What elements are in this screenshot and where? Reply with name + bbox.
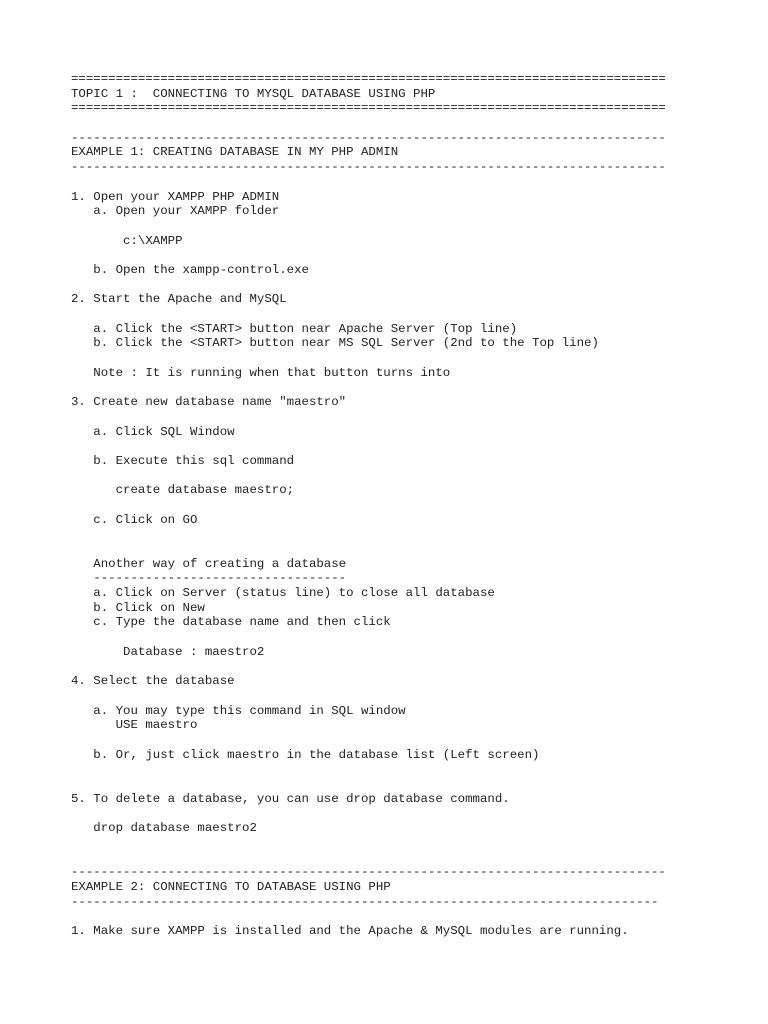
blank-line — [71, 469, 761, 484]
blank-line — [71, 219, 761, 234]
text-line: drop database maestro2 — [71, 821, 257, 836]
blank-line — [71, 630, 761, 645]
sub-step-item: a. Click on Server (status line) to close all database — [71, 586, 495, 601]
blank-line — [71, 542, 761, 557]
text-line: Note : It is running when that button turns into — [71, 365, 451, 380]
step-item: 5. To delete a database, you can use drop database command. — [71, 791, 510, 806]
blank-line — [71, 116, 761, 131]
step-item: 2. Start the Apache and MySQL — [71, 292, 287, 307]
blank-line — [71, 307, 761, 322]
text-line: c:\XAMPP — [71, 233, 183, 248]
blank-line — [71, 689, 761, 704]
rule-divider: -------------------------------------------------------------------------------- — [71, 130, 666, 145]
sub-step-item: b. Click the <START> button near MS SQL Server (2nd to the Top line) — [71, 336, 599, 351]
document-body — [71, 72, 761, 939]
sub-step-item: c. Click on GO — [71, 512, 198, 527]
rule-divider: -------------------------------------------------------------------------------- — [71, 160, 666, 175]
blank-line — [71, 175, 761, 190]
example-heading: EXAMPLE 2: CONNECTING TO DATABASE USING PHP — [71, 879, 391, 894]
example-heading: EXAMPLE 1: CREATING DATABASE IN MY PHP ADMIN — [71, 145, 399, 160]
blank-line — [71, 380, 761, 395]
topic-heading: TOPIC 1 : CONNECTING TO MYSQL DATABASE USING PHP — [71, 86, 436, 101]
blank-line — [71, 733, 761, 748]
sub-step-item: a. You may type this command in SQL window — [71, 703, 406, 718]
sub-step-item: a. Click SQL Window — [71, 424, 235, 439]
blank-line — [71, 762, 761, 777]
text-line: create database maestro; — [71, 483, 295, 498]
double-rule-divider: ================================================================================ — [71, 72, 666, 86]
text-line: Database : maestro2 — [71, 644, 265, 659]
rule-divider: ---------------------------------- — [71, 571, 347, 586]
step-item: 3. Create new database name "maestro" — [71, 395, 347, 410]
blank-line — [71, 777, 761, 792]
sub-step-item: a. Open your XAMPP folder — [71, 204, 280, 219]
double-rule-divider: ================================================================================ — [71, 101, 666, 116]
step-item: 4. Select the database — [71, 674, 235, 689]
step-item: 1. Open your XAMPP PHP ADMIN — [71, 189, 280, 204]
sub-step-item: b. Execute this sql command — [71, 453, 295, 468]
blank-line — [71, 410, 761, 425]
sub-step-item: b. Click on New — [71, 600, 205, 615]
step-item: 1. Make sure XAMPP is installed and the Apache & MySQL modules are running. — [71, 923, 629, 938]
blank-line — [71, 850, 761, 865]
blank-line — [71, 351, 761, 366]
sub-step-item: b. Open the xampp-control.exe — [71, 262, 309, 277]
sub-step-item: c. Type the database name and then click — [71, 615, 391, 630]
blank-line — [71, 836, 761, 851]
blank-line — [71, 498, 761, 513]
sub-step-item: b. Or, just click maestro in the database list (Left screen) — [71, 747, 540, 762]
blank-line — [71, 909, 761, 924]
blank-line — [71, 278, 761, 293]
sub-step-item: a. Click the <START> button near Apache Server (Top line) — [71, 321, 518, 336]
text-line: Another way of creating a database — [71, 556, 347, 571]
blank-line — [71, 527, 761, 542]
rule-divider: ------------------------------------------------------------------------------- — [71, 894, 659, 909]
rule-divider: -------------------------------------------------------------------------------- — [71, 865, 666, 880]
blank-line — [71, 248, 761, 263]
blank-line — [71, 806, 761, 821]
blank-line — [71, 660, 761, 675]
blank-line — [71, 439, 761, 454]
text-line: USE maestro — [71, 718, 198, 733]
